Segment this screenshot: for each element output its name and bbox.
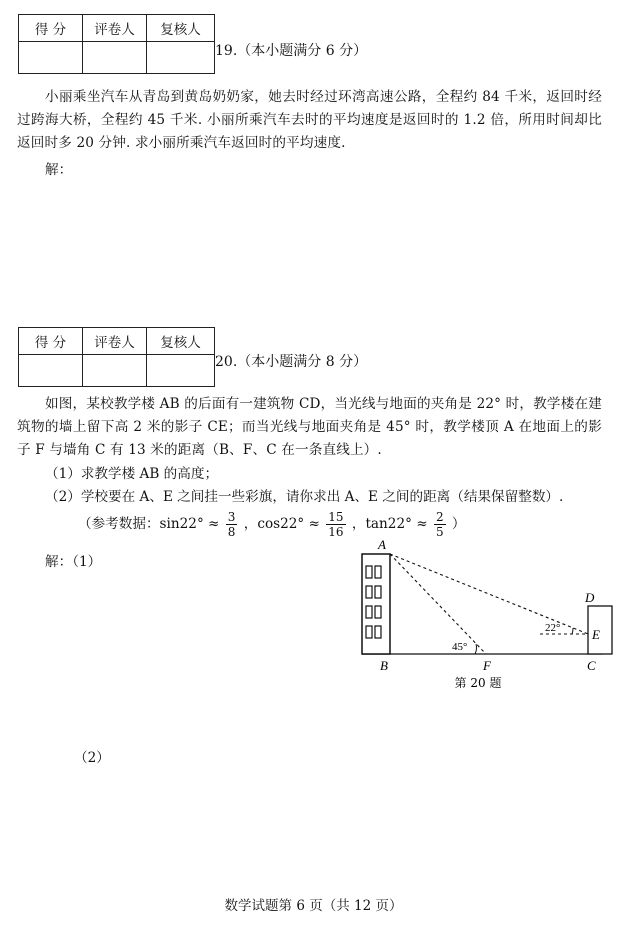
cos-numerator: 15 bbox=[328, 510, 344, 524]
figure-caption: 第 20 题 bbox=[454, 676, 502, 690]
angle-arc-22 bbox=[572, 628, 573, 634]
ref-cos-label: ，cos22° ≈ bbox=[243, 516, 320, 532]
score-table-q20 bbox=[18, 327, 215, 387]
q20-title: 20.（本小题满分 8 分） bbox=[215, 354, 368, 370]
score-header: 得 分 bbox=[19, 15, 83, 42]
ref-suffix: ） bbox=[451, 516, 466, 532]
score-cell[interactable] bbox=[19, 355, 83, 387]
reviewer-cell[interactable] bbox=[147, 42, 215, 74]
q19-text: 小丽乘坐汽车从青岛到黄岛奶奶家，她去时经过环湾高速公路，全程约 84 千米，返回时经过跨海大桥，全程约 45 千米. 小丽所乘汽车去时的平均速度是返回时的 1.2 倍，所用时间却比返回时多 20 分钟. 求小丽所乘汽车返回时的平均速度. bbox=[17, 89, 602, 151]
label-f: F bbox=[483, 658, 491, 673]
ref-tan-label: ，tan22° ≈ bbox=[351, 516, 428, 532]
angle-label-45: 45° bbox=[452, 641, 468, 653]
score-table-q19 bbox=[18, 14, 215, 74]
q20-text: 如图，某校教学楼 AB 的后面有一建筑物 CD，当光线与地面的夹角是 22° 时，教学楼在建筑物的墙上留下高 2 米的影子 CE；而当光线与地面夹角是 45° 时，教学楼顶 A 在地面上的影子 F 与墙角 C 有 13 米的距离（B、F、C 在一条直线上）. bbox=[17, 396, 602, 458]
grader-cell[interactable] bbox=[83, 355, 147, 387]
tan-numerator: 2 bbox=[435, 510, 444, 524]
tan-denominator: 5 bbox=[435, 525, 444, 539]
ray-45 bbox=[390, 554, 486, 654]
q20-answer-label-2: （2） bbox=[74, 750, 110, 766]
sin-numerator: 3 bbox=[227, 510, 236, 524]
page-footer: 数学试题第 6 页（共 12 页） bbox=[224, 898, 403, 914]
ref-sin-label: （参考数据：sin22° ≈ bbox=[78, 516, 220, 532]
q20-subquestion-1: （1）求教学楼 AB 的高度； bbox=[45, 466, 219, 482]
figure-q20 bbox=[340, 530, 627, 695]
grader-header: 评卷人 bbox=[83, 15, 147, 42]
q19-answer-label: 解： bbox=[45, 162, 73, 178]
reviewer-header: 复核人 bbox=[147, 328, 215, 355]
cos-denominator: 16 bbox=[328, 525, 344, 539]
angle-label-22: 22° bbox=[545, 622, 561, 634]
label-b: B bbox=[380, 658, 388, 673]
label-d: D bbox=[585, 590, 595, 605]
q20-answer-label-1: 解：（1） bbox=[45, 554, 102, 570]
sin-denominator: 8 bbox=[227, 525, 236, 539]
reviewer-cell[interactable] bbox=[147, 355, 215, 387]
label-c: C bbox=[587, 658, 596, 673]
score-header: 得 分 bbox=[19, 328, 83, 355]
label-a: A bbox=[378, 537, 386, 552]
grader-header: 评卷人 bbox=[83, 328, 147, 355]
q19-title: 19.（本小题满分 6 分） bbox=[215, 43, 368, 59]
grader-cell[interactable] bbox=[83, 42, 147, 74]
angle-arc-45 bbox=[475, 644, 476, 654]
reviewer-header: 复核人 bbox=[147, 15, 215, 42]
sin-fraction bbox=[226, 510, 238, 539]
score-cell[interactable] bbox=[19, 42, 83, 74]
label-e: E bbox=[592, 627, 600, 642]
q20-subquestion-2: （2）学校要在 A、E 之间挂一些彩旗，请你求出 A、E 之间的距离（结果保留整数）. bbox=[45, 489, 564, 505]
